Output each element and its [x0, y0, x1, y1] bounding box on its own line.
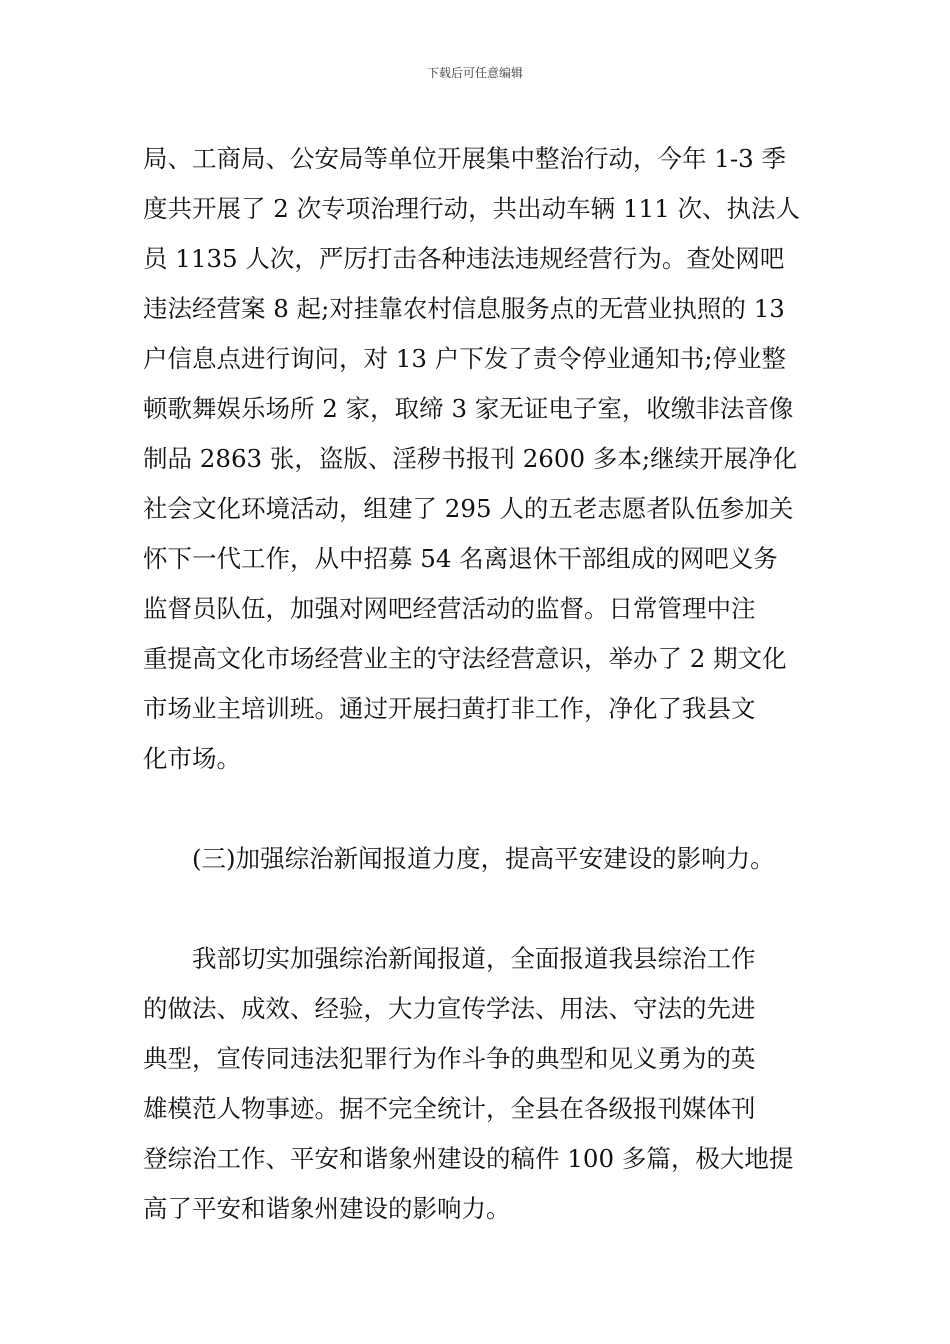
- text-line: 典型，宣传同违法犯罪行为作斗争的典型和见义勇为的英: [143, 1044, 756, 1073]
- paragraph-spacer: [143, 784, 807, 834]
- text-line: 的做法、成效、经验，大力宣传学法、用法、守法的先进: [143, 994, 756, 1023]
- text-line: 我部切实加强综治新闻报道，全面报道我县综治工作: [143, 944, 756, 973]
- text-line: 社会文化环境活动，组建了 295 人的五老志愿者队伍参加关: [143, 494, 794, 523]
- section-heading-text: (三)加强综治新闻报道力度，提高平安建设的影响力。: [143, 844, 775, 873]
- paragraph-spacer: [143, 884, 807, 934]
- section-heading: [143, 834, 807, 884]
- text-line: 重提高文化市场经营业主的守法经营意识，举办了 2 期文化: [143, 644, 787, 673]
- text-line: 市场业主培训班。通过开展扫黄打非工作，净化了我县文: [143, 694, 756, 723]
- text-line: 登综治工作、平安和谐象州建设的稿件 100 多篇，极大地提: [143, 1144, 794, 1173]
- text-line: 度共开展了 2 次专项治理行动，共出动车辆 111 次、执法人: [143, 194, 800, 223]
- text-line: 化市场。: [143, 744, 241, 773]
- text-line: 制品 2863 张，盗版、淫秽书报刊 2600 多本;继续开展净化: [143, 444, 798, 473]
- text-line: 违法经营案 8 起;对挂靠农村信息服务点的无营业执照的 13: [143, 294, 785, 323]
- text-line: 顿歌舞娱乐场所 2 家，取缔 3 家无证电子室，收缴非法音像: [143, 394, 794, 423]
- text-line: 监督员队伍，加强对网吧经营活动的监督。日常管理中注: [143, 594, 756, 623]
- text-line: 局、工商局、公安局等单位开展集中整治行动，今年 1-3 季: [143, 144, 787, 173]
- body-paragraph-1: [143, 134, 807, 784]
- body-paragraph-2: [143, 934, 807, 1234]
- text-line: 高了平安和谐象州建设的影响力。: [143, 1194, 511, 1223]
- page-header: 下载后可任意编辑: [426, 66, 523, 80]
- document-body: [143, 134, 807, 1234]
- text-line: 户信息点进行询问，对 13 户下发了责令停业通知书;停业整: [143, 344, 787, 373]
- text-line: 怀下一代工作，从中招募 54 名离退休干部组成的网吧义务: [143, 544, 778, 573]
- text-line: 雄模范人物事迹。据不完全统计，全县在各级报刊媒体刊: [143, 1094, 756, 1123]
- text-line: 员 1135 人次，严厉打击各种违法违规经营行为。查处网吧: [143, 244, 785, 273]
